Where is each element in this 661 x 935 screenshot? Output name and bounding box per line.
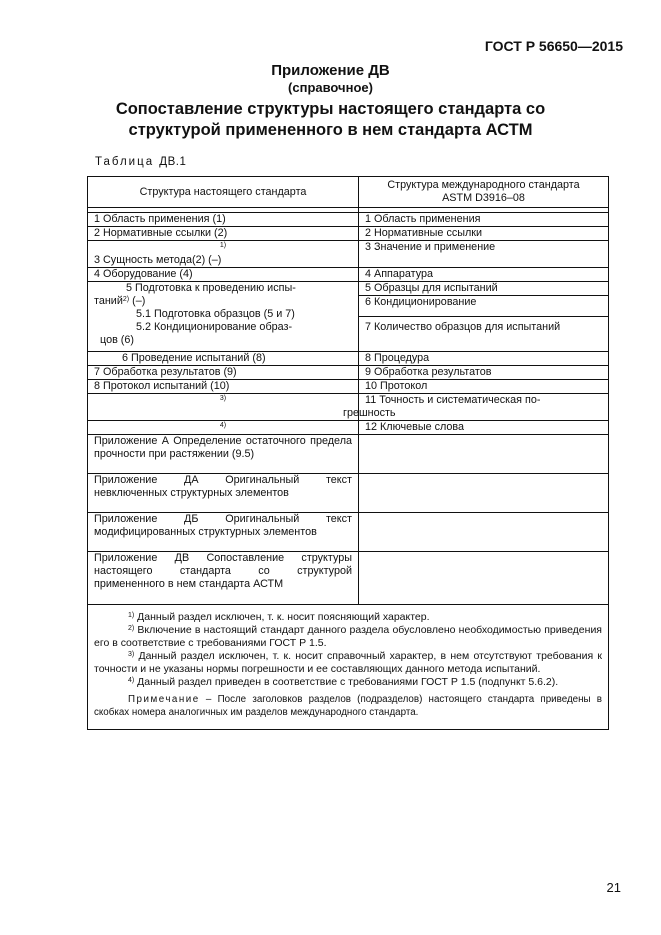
table-row [88,227,609,241]
row-5-left-line-d: 5.2 Кондиционирование образ- [136,321,293,333]
footnote-2-text: Включение в настоящий стандарт данного раздела обусловлено необходимостью приведения его в соответствие с требованиями ГОСТ Р 1.5. [94,624,602,649]
appendix-dv-right [359,552,609,605]
footnote-3-text: Данный раздел исключен, т. к. носит справочный характер, в нем отсутствуют требования к точности и не указаны нормы погрешности и ее составляющих данного метода испытаний. [94,650,602,675]
table-row [88,552,609,605]
row-9-right-line-b: грешность [343,407,396,419]
row-8-right: 10 Протокол [359,380,609,394]
row-5-left-line-b-rest: (–) [129,295,146,307]
row-3-left-text: 3 Сущность метода(2) (–) [94,254,222,266]
document-code: ГОСТ Р 56650—2015 [484,38,623,54]
row-9-left [88,394,359,421]
row-2-left: 2 Нормативные ссылки (2) [88,227,359,241]
row-5-left-line-a: 5 Подготовка к проведению испы- [126,282,296,294]
table-row [88,513,609,552]
table-note-label: Примечание [128,694,200,705]
appendix-da-right [359,474,609,513]
row-10-left [88,421,359,435]
row-5-left-line-e: цов (6) [100,334,134,346]
row-1-left: 1 Область применения (1) [88,213,359,227]
row-4-right: 4 Аппаратура [359,268,609,282]
footnote-1-text: Данный раздел исключен, т. к. носит поясняющий характер. [134,611,430,623]
footnote-3 [94,650,602,676]
appendix-a-cell: Приложение А Определение остаточного предела прочности при растяжении (9.5) [88,435,359,474]
appendix-heading-line-1: Сопоставление структуры настоящего стандарта со [115,100,546,118]
table-row [88,474,609,513]
row-4-left: 4 Оборудование (4) [88,268,359,282]
row-5-right-b: 6 Кондиционирование [359,296,609,317]
table-row [88,282,609,296]
table-caption [95,156,186,168]
footnote-4-mark: 4) [128,677,135,684]
table-row [88,352,609,366]
header-left: Структура настоящего стандарта [88,177,359,208]
row-2-right: 2 Нормативные ссылки [359,227,609,241]
row-9-right-line-a: 11 Точность и систематическая по- [365,394,541,406]
row-10-footnote-mark: 4) [219,422,227,429]
footnote-3-mark: 3) [128,651,135,658]
row-5-right-a: 5 Образцы для испытаний [359,282,609,296]
row-8-left: 8 Протокол испытаний (10) [88,380,359,394]
appendix-title-block [60,62,601,141]
table-row [88,435,609,474]
row-10-right: 12 Ключевые слова [359,421,609,435]
table-caption-id: ДВ.1 [159,156,187,168]
table-row [88,366,609,380]
row-9-footnote-mark: 3) [219,395,227,402]
footnote-1 [94,611,602,624]
footnote-2 [94,624,602,650]
row-3-footnote-mark: 1) [219,242,227,249]
header-right-line-1: Структура международного стандарта [387,179,580,191]
appendix-heading [60,99,601,141]
table-caption-word: Таблица [95,156,155,168]
footnote-4-text: Данный раздел приведен в соответствие с требованиями ГОСТ Р 1.5 (подпункт 5.6.2). [134,676,559,688]
row-5-left-line-c: 5.1 Подготовка образцов (5 и 7) [136,308,295,320]
table-header-row [88,177,609,208]
footnote-2-mark: 2) [128,625,135,632]
table-row [88,213,609,227]
page-number: 21 [606,880,621,895]
table-row [88,268,609,282]
appendix-a-right [359,435,609,474]
appendix-db-right [359,513,609,552]
table-row [88,380,609,394]
appendix-da-cell: Приложение ДА Оригинальный текст невключенных структурных элементов [88,474,359,513]
table-row [88,421,609,435]
table-row [88,241,609,268]
footnotes-row [88,605,609,730]
comparison-table [87,176,609,730]
footnote-1-mark: 1) [128,612,135,619]
appendix-title: Приложение ДВ [271,62,390,79]
row-5-left-line-b [94,295,352,308]
footnotes-cell [88,605,609,730]
row-6-right: 8 Процедура [359,352,609,366]
table-note-text: – После заголовков разделов (подразделов) настоящего стандарта приведены в скобках номера аналогичных им разделов международного стандарта. [94,694,602,718]
appendix-heading-line-2: структурой примененного в нем стандарта АСТМ [128,121,533,139]
row-6-left: 6 Проведение испытаний (8) [88,352,359,366]
appendix-db-cell: Приложение ДБ Оригинальный текст модифицированных структурных элементов [88,513,359,552]
row-3-right: 3 Значение и применение [359,241,609,268]
appendix-kind: (справочное) [288,80,373,95]
header-right [359,177,609,208]
table-row [88,394,609,421]
row-3-left [88,241,359,268]
row-9-right [343,394,609,421]
row-5-left [88,282,359,352]
footnote-4 [94,676,602,689]
table-note [94,693,602,719]
row-5-right-c: 7 Количество образцов для испытаний [359,317,609,352]
row-5-footnote-mark: 2) [122,296,130,303]
header-right-line-2: ASTM D3916–08 [442,192,525,204]
row-5-left-line-b-text: таний [94,295,123,307]
row-7-left: 7 Обработка результатов (9) [88,366,359,380]
row-7-right: 9 Обработка результатов [359,366,609,380]
appendix-dv-cell: Приложение ДВ Сопоставление структуры настоящего стандарта со структурой примененного в нем стандарта АСТМ [88,552,359,605]
row-1-right: 1 Область применения [359,213,609,227]
